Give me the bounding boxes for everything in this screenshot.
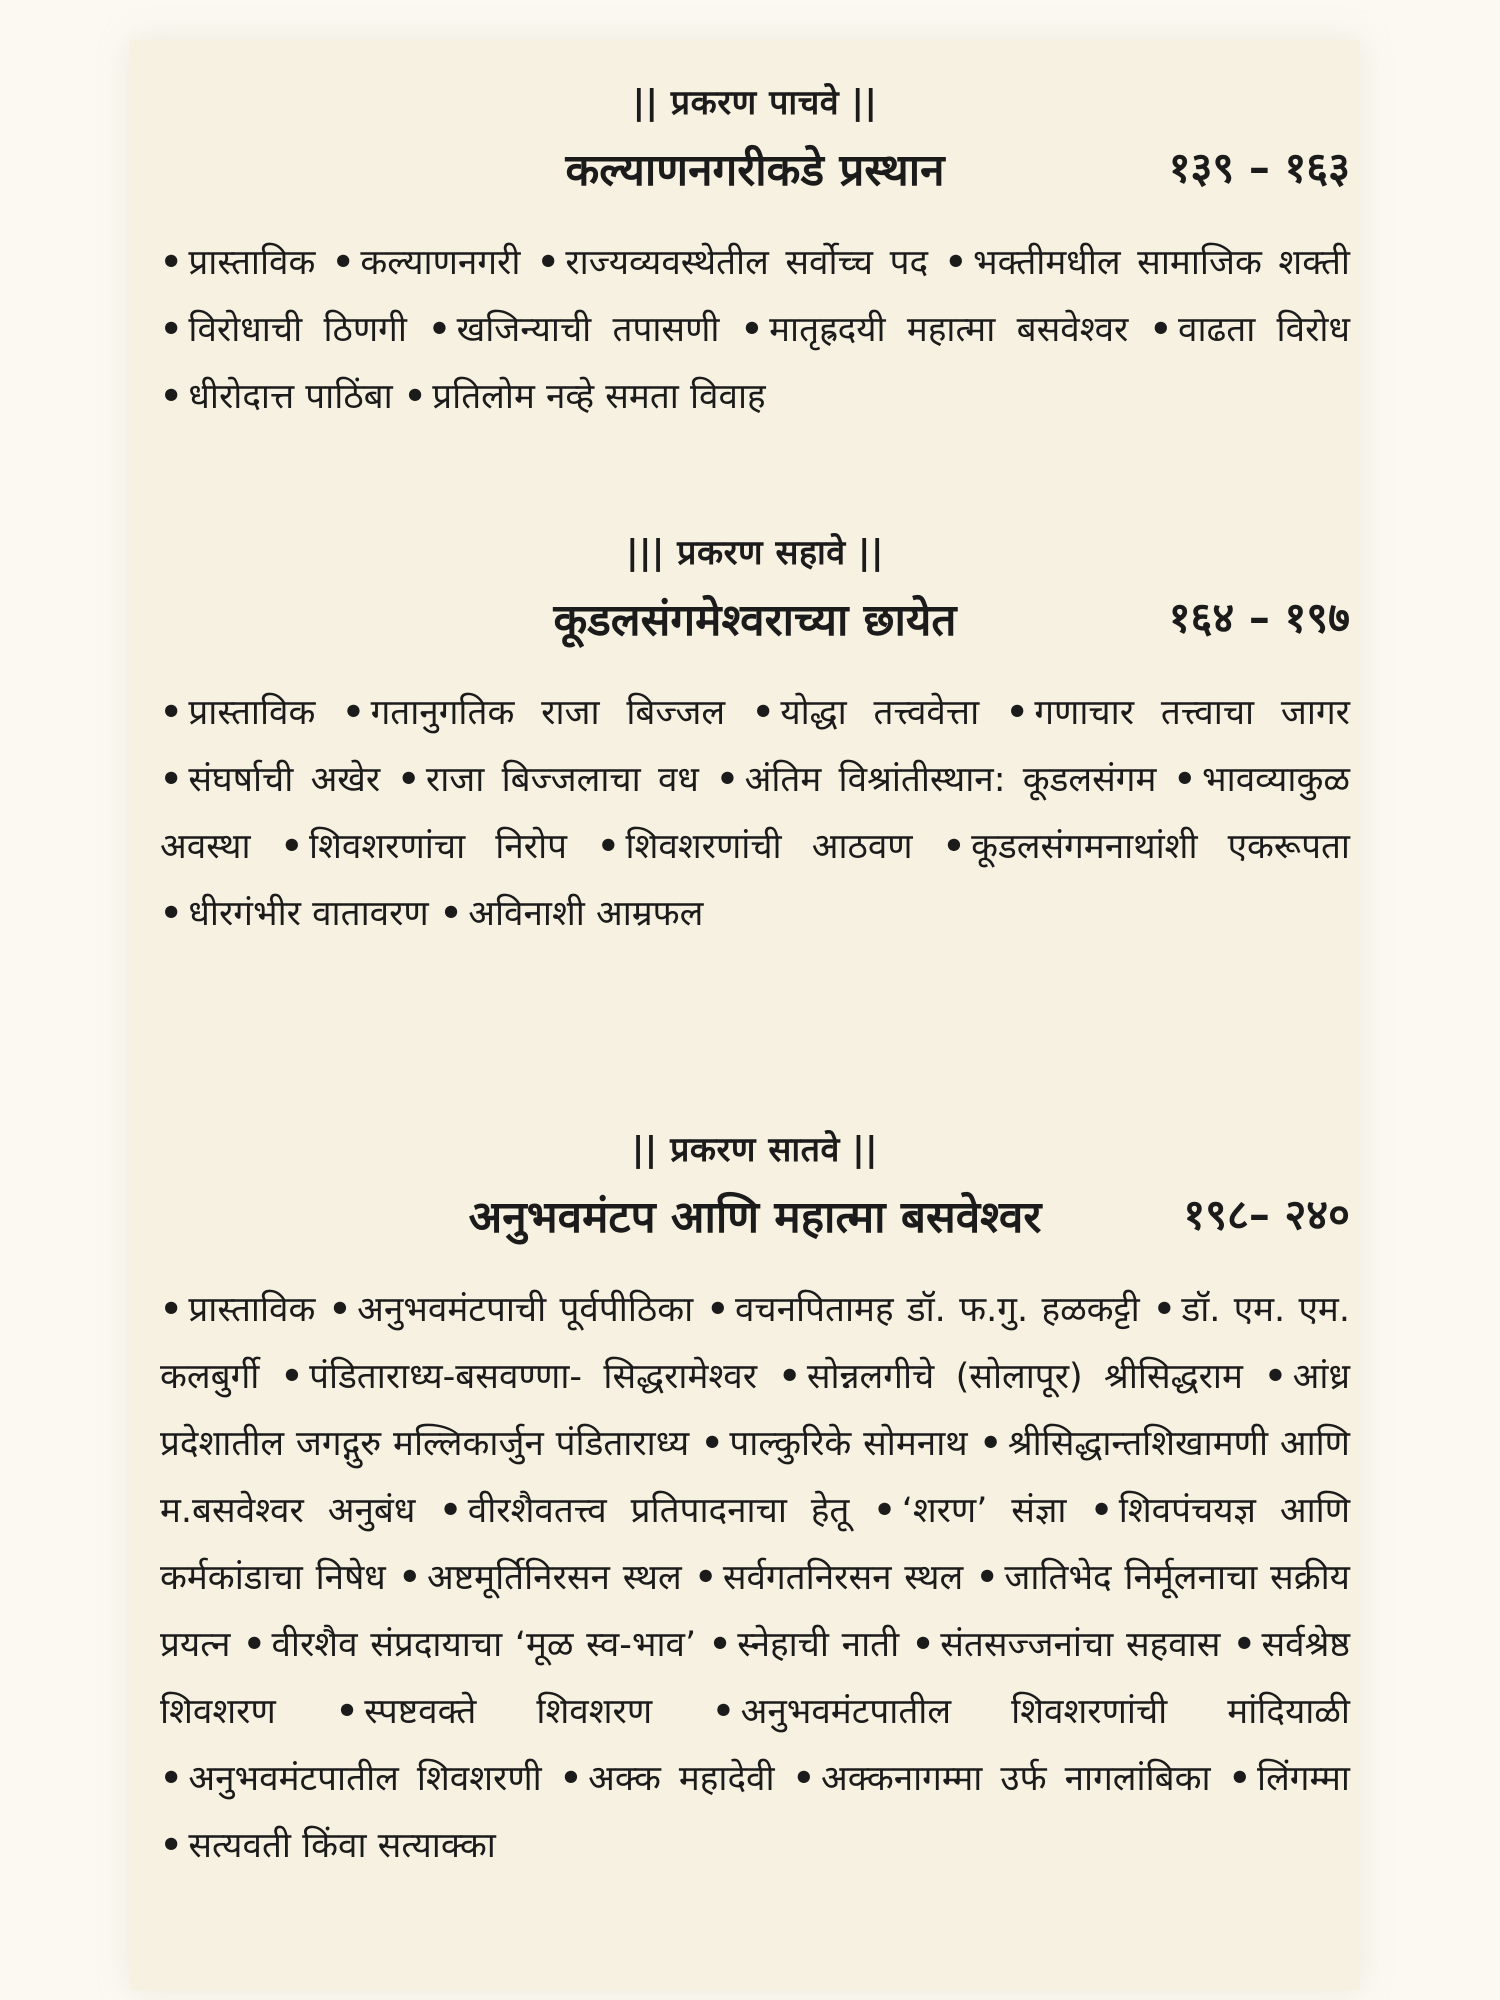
topic-item: • अनुभवमंटपाची पूर्वपीठिका	[328, 1290, 694, 1330]
bullet-icon: •	[712, 1692, 735, 1732]
bullet-icon: •	[708, 1625, 732, 1665]
bullet-icon: •	[597, 827, 620, 867]
topic-item: • पंडिताराध्य-बसवण्णा- सिद्धरामेश्वर	[280, 1357, 758, 1397]
bullet-icon: •	[439, 894, 463, 934]
bullet-icon: •	[335, 1692, 359, 1732]
bullet-icon: •	[280, 827, 304, 867]
bullet-icon: •	[979, 1424, 1002, 1464]
chapter-title-row	[160, 138, 1350, 208]
chapter-5-section	[160, 78, 1350, 431]
topic-item: • संघर्षाची अखेर	[160, 760, 381, 800]
chapter-page-range: १९८– २४०	[1183, 1190, 1350, 1239]
topic-item: • वीरशैव संप्रदायाचा ‘मूळ स्व-भाव’	[243, 1625, 697, 1665]
bullet-icon: •	[740, 310, 764, 350]
chapter-title-row	[160, 1185, 1350, 1255]
topic-item: • प्रास्ताविक	[160, 243, 316, 283]
bullet-icon: •	[944, 243, 967, 283]
topic-item: • अविनाशी आम्रफल	[439, 894, 704, 934]
bullet-icon: •	[1173, 760, 1197, 800]
topic-item: • अक्कनागम्मा उर्फ नागलांबिका	[792, 1759, 1211, 1799]
topic-item: • अनुभवमंटपातील शिवशरणी	[160, 1759, 542, 1799]
bullet-icon: •	[778, 1357, 801, 1397]
bullet-icon: •	[160, 377, 183, 417]
topic-item: • योद्धा तत्त्ववेत्ता	[751, 693, 980, 733]
chapter-title: कल्याणनगरीकडे प्रस्थान	[565, 145, 945, 196]
bullet-icon: •	[792, 1759, 815, 1799]
bullet-icon: •	[428, 310, 451, 350]
bullet-icon: •	[342, 693, 365, 733]
bullet-icon: •	[280, 1357, 304, 1397]
chapter-title: कूडलसंगमेश्वराच्या छायेत	[553, 595, 957, 646]
topic-item: • वाढता विरोध	[1149, 310, 1350, 350]
bullet-icon: •	[751, 693, 775, 733]
topic-item: • कल्याणनगरी	[331, 243, 521, 283]
chapter-6-section	[160, 528, 1350, 948]
bullet-icon: •	[328, 1290, 352, 1330]
topic-item: • शिवशरणांची आठवण	[597, 827, 913, 867]
chapter-7-section	[160, 1125, 1350, 1880]
bullet-icon: •	[160, 1826, 183, 1866]
topic-item: • स्नेहाची नाती	[708, 1625, 900, 1665]
topic-item: • खजिन्याची तपासणी	[428, 310, 720, 350]
chapter-title: अनुभवमंटप आणि महात्मा बसवेश्वर	[468, 1192, 1042, 1243]
bullet-icon: •	[160, 894, 183, 934]
topic-item: • वीरशैवतत्त्व प्रतिपादनाचा हेतू	[439, 1491, 850, 1531]
chapter-topics	[160, 680, 1350, 948]
topic-item: • अंतिम विश्रांतीस्थान: कूडलसंगम	[716, 760, 1157, 800]
chapter-page-range: १६४ – १९७	[1168, 593, 1350, 642]
chapter-heading: ||| प्रकरण सहावे ||	[626, 533, 884, 573]
chapter-heading: || प्रकरण सातवे ||	[631, 1130, 879, 1170]
chapter-title-row	[160, 588, 1350, 658]
topic-item: • सोन्नलगीचे (सोलापूर) श्रीसिद्धराम	[778, 1357, 1243, 1397]
bullet-icon: •	[160, 693, 183, 733]
bullet-icon: •	[403, 377, 427, 417]
bullet-icon: •	[1233, 1625, 1256, 1665]
bullet-icon: •	[1090, 1491, 1113, 1531]
bullet-icon: •	[160, 243, 183, 283]
bullet-icon: •	[1149, 310, 1173, 350]
chapter-heading: || प्रकरण पाचवे ||	[632, 83, 878, 123]
bullet-icon: •	[911, 1625, 935, 1665]
topic-item: • पाल्कुरिके सोमनाथ	[701, 1424, 968, 1464]
book-page	[130, 40, 1360, 1990]
topic-item: • धीरगंभीर वातावरण	[160, 894, 429, 934]
topic-item: • स्पष्टवक्ते शिवशरण	[335, 1692, 653, 1732]
topic-item: • विरोधाची ठिणगी	[160, 310, 407, 350]
bullet-icon: •	[160, 1759, 183, 1799]
bullet-icon: •	[716, 760, 739, 800]
topic-item: • प्रास्ताविक	[160, 693, 316, 733]
bullet-icon: •	[331, 243, 355, 283]
topic-item: • प्रतिलोम नव्हे समता विवाह	[403, 377, 766, 417]
bullet-icon: •	[439, 1491, 462, 1531]
topic-item: • भावव्याकुळ अवस्था	[160, 760, 1350, 867]
bullet-icon: •	[397, 760, 420, 800]
topic-item: • राज्यव्यवस्थेतील सर्वोच्च पद	[536, 243, 929, 283]
bullet-icon: •	[701, 1424, 724, 1464]
bullet-icon: •	[1228, 1759, 1251, 1799]
topic-item: • संतसज्जनांचा सहवास	[911, 1625, 1221, 1665]
topic-item: • अनुभवमंटपातील शिवशरणांची मांदियाळी	[712, 1692, 1350, 1732]
topic-item: • अष्टमूर्तिनिरसन स्थल	[398, 1558, 682, 1598]
topic-item: • वचनपितामह डॉ. फ.गु. हळकट्टी	[706, 1290, 1140, 1330]
topic-item: • लिंगम्मा	[1228, 1759, 1350, 1799]
bullet-icon: •	[873, 1491, 896, 1531]
topic-item: • अक्क महादेवी	[559, 1759, 775, 1799]
bullet-icon: •	[976, 1558, 999, 1598]
topic-item: • गणाचार तत्त्वाचा जागर	[1005, 693, 1350, 733]
bullet-icon: •	[1264, 1357, 1287, 1397]
bullet-icon: •	[694, 1558, 717, 1598]
topic-item: • सर्वश्रेष्ठ शिवशरण	[160, 1625, 1350, 1732]
topic-item: • शिवपंचयज्ञ आणि कर्मकांडाचा निषेध	[160, 1491, 1350, 1598]
topic-item: • प्रास्ताविक	[160, 1290, 316, 1330]
bullet-icon: •	[942, 827, 966, 867]
topic-item: • सर्वगतनिरसन स्थल	[694, 1558, 964, 1598]
topic-item: • शिवशरणांचा निरोप	[280, 827, 568, 867]
bullet-icon: •	[243, 1625, 266, 1665]
bullet-icon: •	[160, 1290, 183, 1330]
bullet-icon: •	[1153, 1290, 1176, 1330]
chapter-topics	[160, 230, 1350, 431]
topic-item: • सत्यवती किंवा सत्याक्का	[160, 1826, 496, 1866]
topic-item: • भक्तीमधील सामाजिक शक्ती	[944, 243, 1350, 283]
bullet-icon: •	[559, 1759, 583, 1799]
bullet-icon: •	[536, 243, 560, 283]
topic-item: • मातृह्रदयी महात्मा बसवेश्वर	[740, 310, 1129, 350]
chapter-topics	[160, 1277, 1350, 1880]
chapter-page-range: १३९ – १६३	[1168, 143, 1350, 192]
topic-item: • ‘शरण’ संज्ञा	[873, 1491, 1067, 1531]
bullet-icon: •	[706, 1290, 729, 1330]
topic-item: • राजा बिज्जलाचा वध	[397, 760, 699, 800]
topic-item: • डॉ. एम. एम. कलबुर्गी	[160, 1290, 1350, 1397]
bullet-icon: •	[160, 760, 183, 800]
topic-item: • कूडलसंगमनाथांशी एकरूपता	[942, 827, 1350, 867]
bullet-icon: •	[1005, 693, 1029, 733]
bullet-icon: •	[398, 1558, 421, 1598]
bullet-icon: •	[160, 310, 183, 350]
topic-item: • जातिभेद निर्मूलनाचा सक्रीय प्रयत्न	[160, 1558, 1350, 1665]
topic-item: • धीरोदात्त पाठिंबा	[160, 377, 393, 417]
topic-item: • श्रीसिद्धान्तशिखामणी आणि म.बसवेश्वर अनुबंध	[160, 1424, 1350, 1531]
topic-item: • गतानुगतिक राजा बिज्जल	[342, 693, 726, 733]
topic-item: • आंध्र प्रदेशातील जगद्गुरु मल्लिकार्जुन पंडिताराध्य	[160, 1357, 1350, 1464]
